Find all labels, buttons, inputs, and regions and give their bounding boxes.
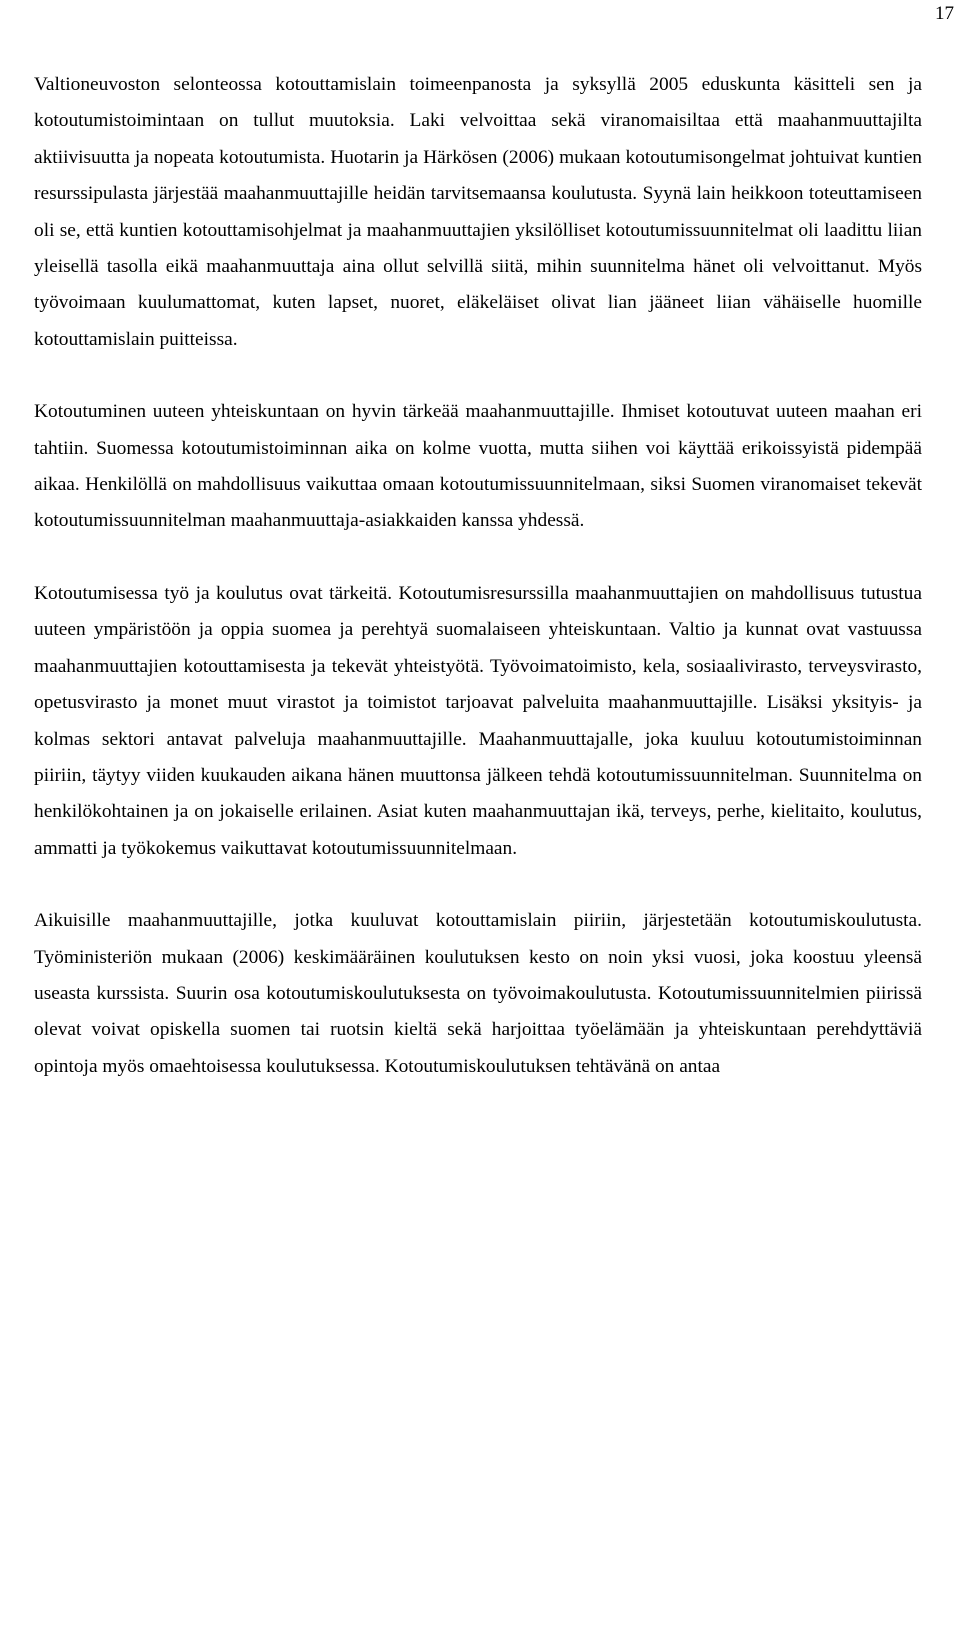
paragraph-4: Aikuisille maahanmuuttajille, jotka kuuluvat kotouttamislain piiriin, järjestetään kotoutumiskoulutusta. Työministeriön mukaan (2006) keskimääräinen koulutuksen kesto on noin yksi vuosi, joka koostuu yleensä useasta kurssista. Suurin osa kotoutumiskoulutuksesta on työvoimakoulutusta. Kotoutumissuunnitelmien piirissä olevat voivat opiskella suomen tai ruotsin kieltä sekä harjoittaa työelämään ja yhteiskuntaan perehdyttäviä opintoja myös omaehtoisessa koulutuksessa. Kotoutumiskoulutuksen tehtävänä on antaa <box>34 910 922 1077</box>
page-number: 17 <box>935 3 954 24</box>
document-body <box>34 67 922 1085</box>
paragraph-1: Valtioneuvoston selonteossa kotouttamislain toimeenpanosta ja syksyllä 2005 eduskunta käsitteli sen ja kotoutumistoimintaan on tullut muutoksia. Laki velvoittaa sekä viranomaisiltaa että maahanmuuttajilta aktiivisuutta ja nopeata kotoutumista. Huotarin ja Härkösen (2006) mukaan kotoutumisongelmat johtuivat kuntien resurssipulasta järjestää maahanmuuttajille heidän tarvitsemaansa koulutusta. Syynä lain heikkoon toteuttamiseen oli se, että kuntien kotouttamisohjelmat ja maahanmuuttajien yksilölliset kotoutumissuunnitelmat oli laadittu liian yleisellä tasolla eikä maahanmuuttaja aina ollut selvillä siitä, mihin suunnitelma hänet oli velvoittanut. Myös työvoimaan kuulumattomat, kuten lapset, nuoret, eläkeläiset olivat lian jääneet liian vähäiselle huomille kotouttamislain puitteissa. <box>34 74 922 350</box>
paragraph-3: Kotoutumisessa työ ja koulutus ovat tärkeitä. Kotoutumisresurssilla maahanmuuttajien on mahdollisuus tutustua uuteen ympäristöön ja oppia suomea ja perehtyä suomalaiseen yhteiskuntaan. Valtio ja kunnat ovat vastuussa maahanmuuttajien kotouttamisesta ja tekevät yhteistyötä. Työvoimatoimisto, kela, sosiaalivirasto, terveysvirasto, opetusvirasto ja monet muut virastot ja toimistot tarjoavat palveluita maahanmuuttajille. Lisäksi yksityis- ja kolmas sektori antavat palveluja maahanmuuttajille. Maahanmuuttajalle, joka kuuluu kotoutumistoiminnan piiriin, täytyy viiden kuukauden aikana hänen muuttonsa jälkeen tehdä kotoutumissuunnitelman. Suunnitelma on henkilökohtainen ja on jokaiselle erilainen. Asiat kuten maahanmuuttajan ikä, terveys, perhe, kielitaito, koulutus, ammatti ja työkokemus vaikuttavat kotoutumissuunnitelmaan. <box>34 582 922 859</box>
paragraph-2: Kotoutuminen uuteen yhteiskuntaan on hyvin tärkeää maahanmuuttajille. Ihmiset kotoutuvat uuteen maahan eri tahtiin. Suomessa kotoutumistoiminnan aika on kolme vuotta, mutta siihen voi käyttää erikoissyistä pidempää aikaa. Henkilöllä on mahdollisuus vaikuttaa omaan kotoutumissuunnitelmaan, siksi Suomen viranomaiset tekevät kotoutumissuunnitelman maahanmuuttaja-asiakkaiden kanssa yhdessä. <box>34 401 922 532</box>
